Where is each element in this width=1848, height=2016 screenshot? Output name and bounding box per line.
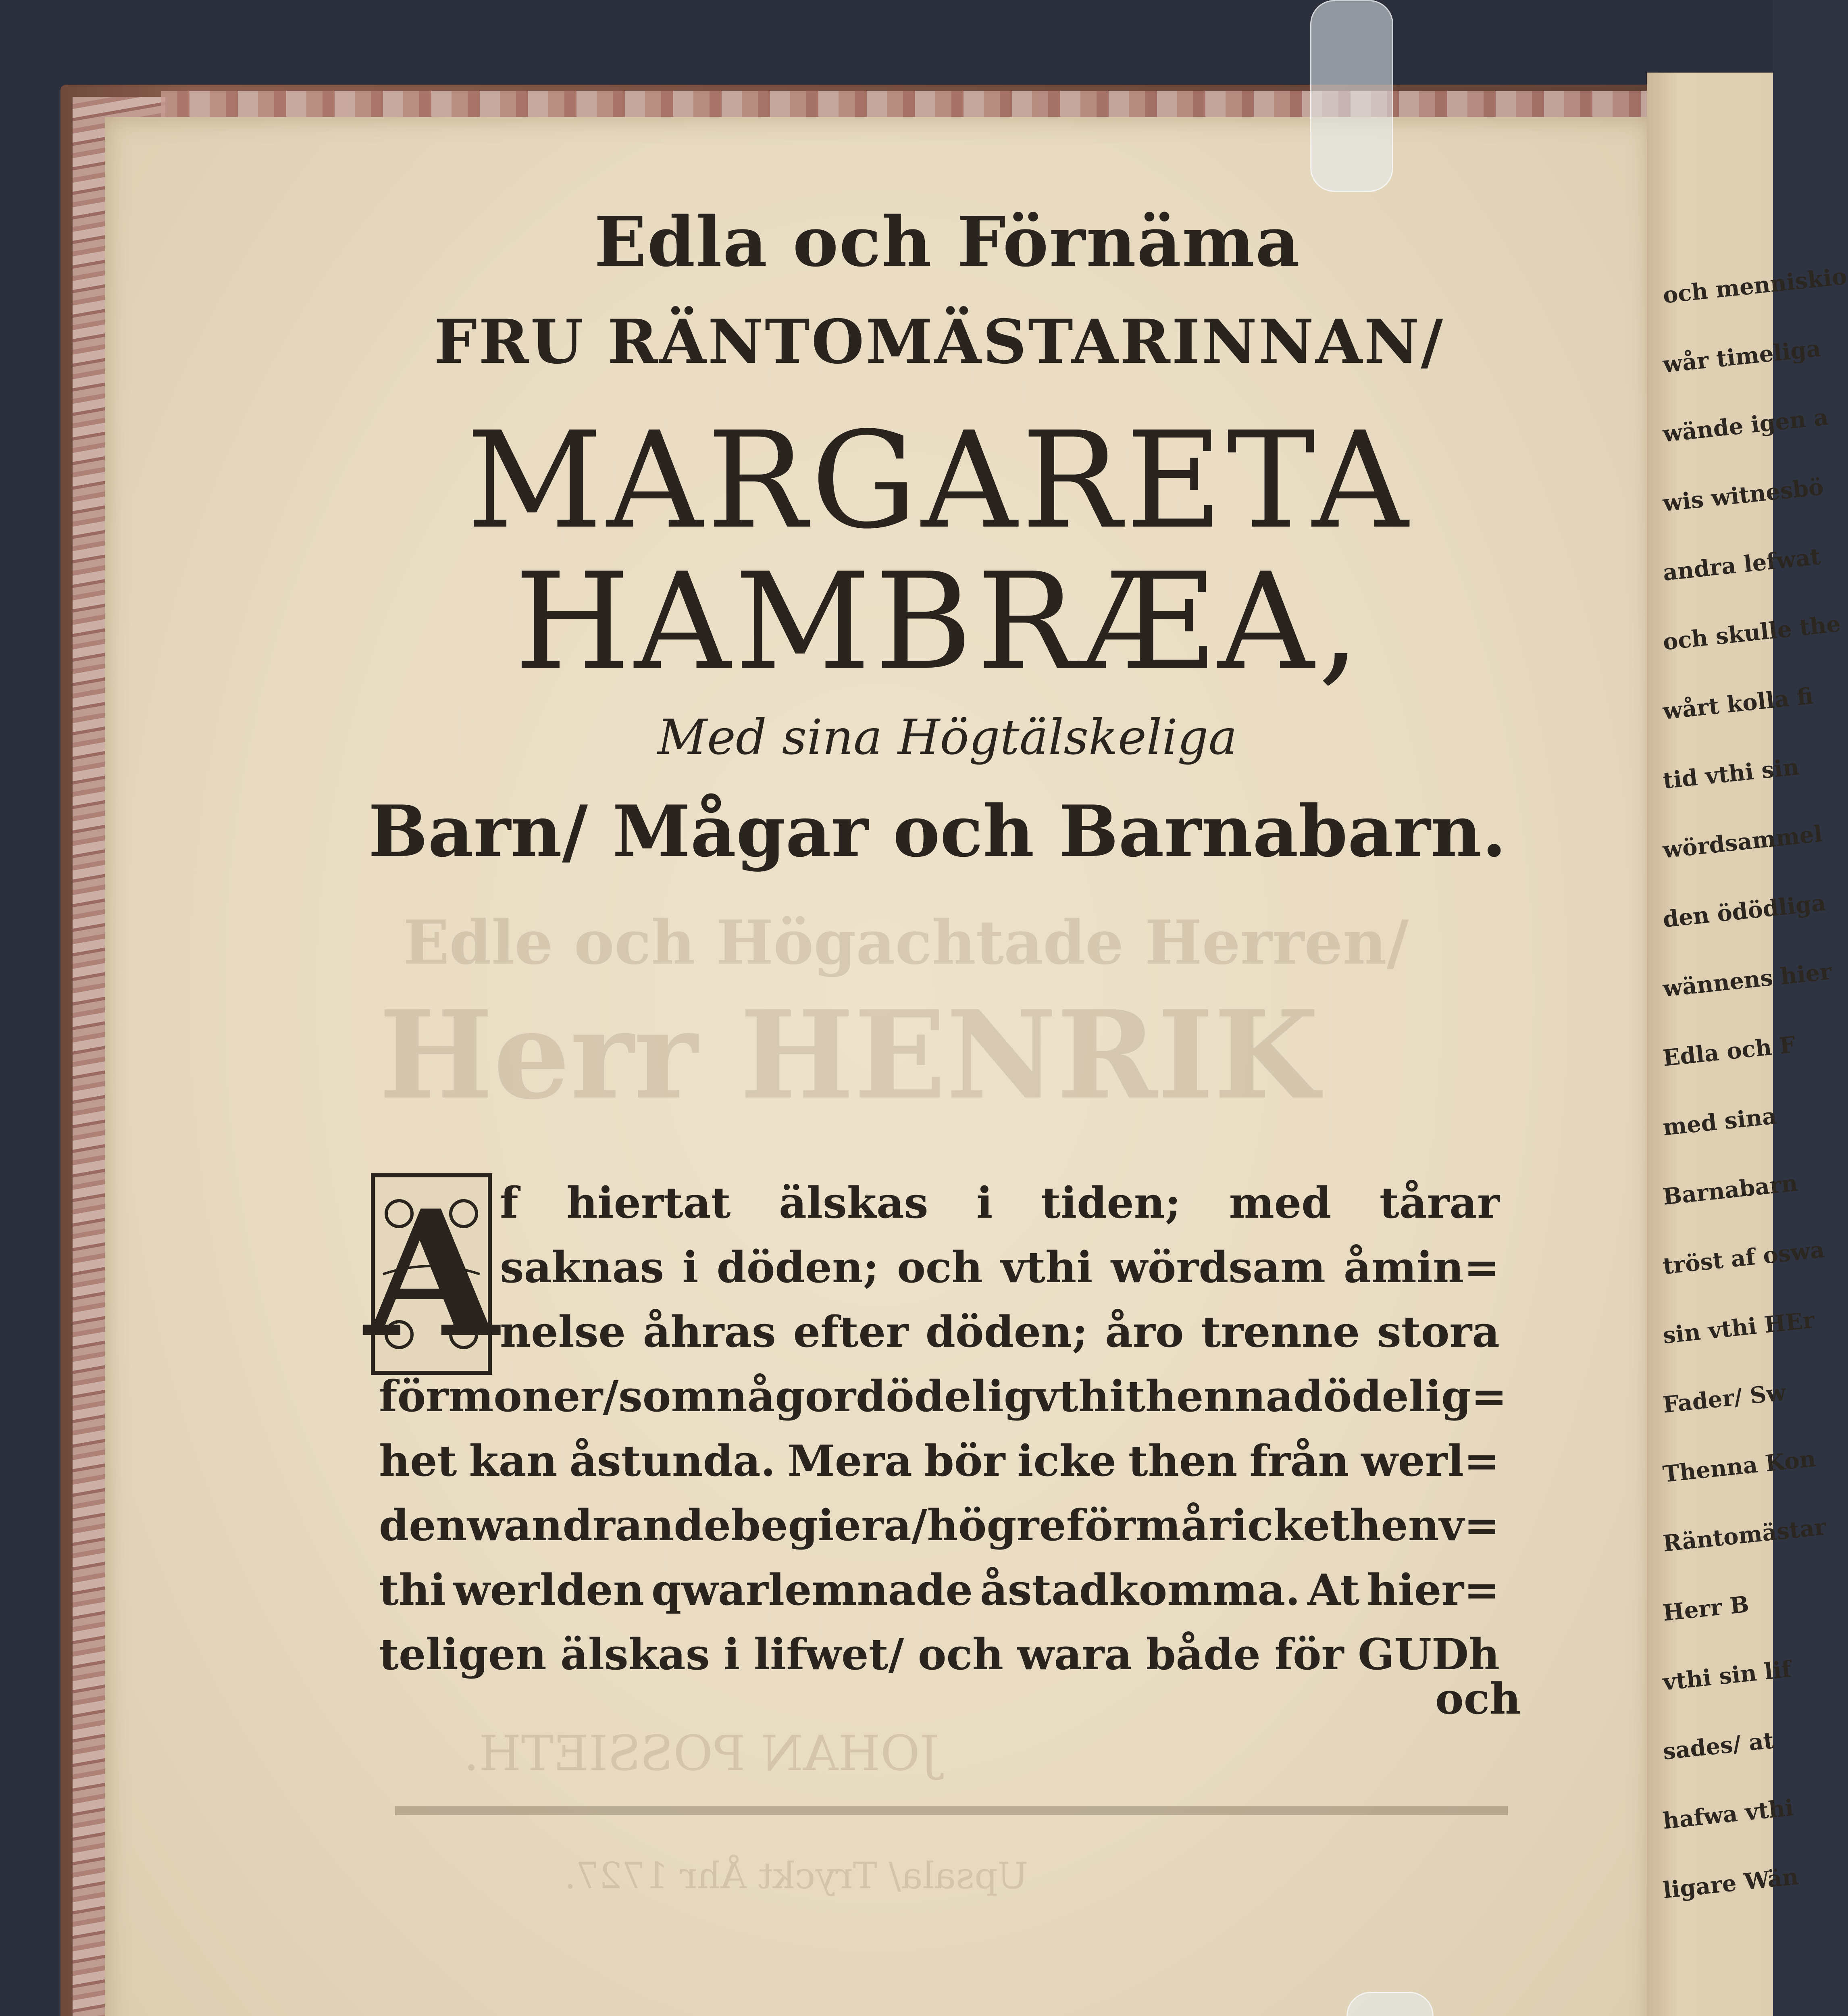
facing-page-line: och menniskio xyxy=(1661,263,1848,309)
body-line: saknas i döden; och vthi wördsam åmin= xyxy=(500,1242,1500,1292)
dropcap-letter: A xyxy=(364,1172,499,1376)
facing-page-line: Edla och F xyxy=(1661,1031,1797,1072)
title-line-2: FRU RÄNTOMÄSTARINNAN/ xyxy=(434,306,1445,377)
facing-page-line: wördsammel xyxy=(1661,820,1824,864)
facing-page xyxy=(1647,73,1848,2016)
facing-page-line: med sina xyxy=(1661,1102,1778,1141)
facing-page-line: wårt kolla fi xyxy=(1661,683,1815,725)
bleed-through-line-4: Upsala/ Tryckt Åhr 1727. xyxy=(564,1855,1028,1897)
title-name-first: MARGARETA xyxy=(466,403,1413,558)
facing-page-line: Räntomästar xyxy=(1661,1513,1827,1557)
facing-page-line: sades/ at xyxy=(1661,1727,1775,1765)
body-line: nelse åhras efter döden; åro trenne stora xyxy=(500,1306,1500,1357)
bleed-through-line-3: JOHAN POSSIETH. xyxy=(464,1726,940,1782)
facing-page-line: sin vthi HEr xyxy=(1661,1306,1816,1349)
bleed-through-line-1: Edle och Högachtade Herren/ xyxy=(403,907,1409,978)
body-line: förmoner/ som någor dödelig vthi thenna dödelig= xyxy=(379,1371,1507,1421)
facing-page-line: Fader/ Sw xyxy=(1661,1379,1787,1418)
title-line-1: Edla och Förnäma xyxy=(594,202,1301,282)
facing-page-line: ligare Wän xyxy=(1661,1863,1800,1904)
body-line: den wandrande begiera/ högre förmår icke then v= xyxy=(379,1500,1500,1550)
body-line: thi werlden qwarlemnade åstadkomma. At hier= xyxy=(379,1564,1500,1615)
body-line: teligen älskas i lifwet/ och wara både för GUDh xyxy=(379,1629,1500,1679)
catchword: och xyxy=(1435,1673,1521,1724)
facing-page-line: och skulle the xyxy=(1661,610,1842,656)
facing-page-line: tröst af oswa xyxy=(1661,1236,1826,1280)
title-name-last: HAMBRÆA, xyxy=(514,544,1365,699)
bleed-through-line-2: Herr HENRIK xyxy=(379,984,1319,1126)
ornamental-dropcap xyxy=(364,1172,499,1376)
page-clip-bottom xyxy=(1346,1992,1434,2016)
facing-page-line: vthi sin lif xyxy=(1661,1656,1793,1696)
facing-page-line: den ödödliga xyxy=(1661,889,1827,933)
facing-page-line: Herr B xyxy=(1661,1591,1750,1627)
title-line-6: Barn/ Mågar och Barnabarn. xyxy=(368,790,1507,873)
facing-page-line: wår timeliga xyxy=(1661,335,1822,378)
facing-page-line: wis witnesbö xyxy=(1661,473,1825,517)
facing-page-line: andra lefwat xyxy=(1661,543,1822,586)
bleed-through-rule xyxy=(395,1806,1508,1815)
body-line: f hiertat älskas i tiden; med tårar xyxy=(500,1177,1500,1228)
page-clip-top xyxy=(1310,0,1393,192)
facing-page-line: wännens hier xyxy=(1661,958,1833,1002)
body-line: het kan åstunda. Mera bör icke then från werl= xyxy=(379,1435,1500,1486)
facing-page-line: wände igen a xyxy=(1661,404,1830,448)
facing-page-line: Barnabarn xyxy=(1661,1170,1799,1210)
facing-page-line: tid vthi sin xyxy=(1661,753,1800,794)
title-line-5: Med sina Högtälskeliga xyxy=(657,710,1238,766)
facing-page-line: hafwa vthi xyxy=(1661,1794,1795,1835)
facing-page-line: Thenna Kon xyxy=(1661,1445,1817,1488)
